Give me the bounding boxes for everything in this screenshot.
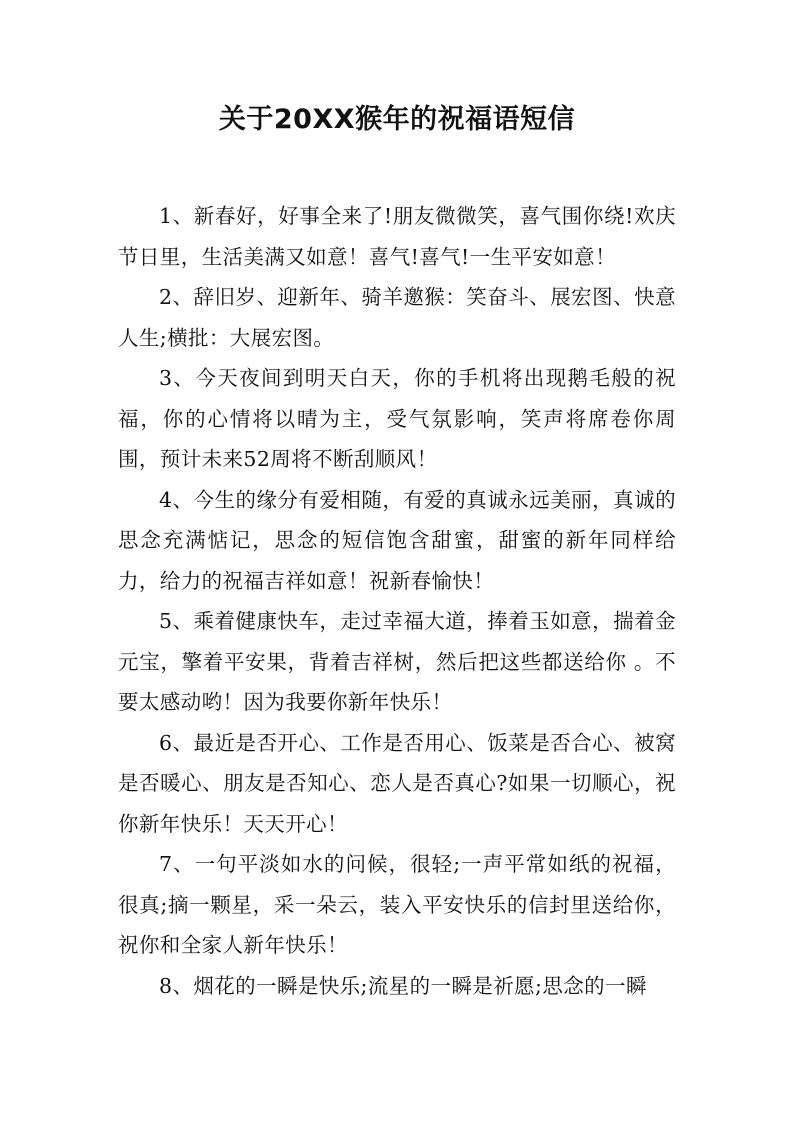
paragraph-2: 2、辞旧岁、迎新年、骑羊邀猴：笑奋斗、展宏图、快意人生;横批：大展宏图。 xyxy=(118,285,676,350)
paragraph-3: 3、今天夜间到明天白天，你的手机将出现鹅毛般的祝福，你的心情将以晴为主，受气氛影响，笑声将席卷你周围，预计未来52周将不断刮顺风！ xyxy=(118,366,676,471)
paragraph-4: 4、今生的缘分有爱相随，有爱的真诚永远美丽，真诚的思念充满惦记，思念的短信饱含甜蜜，甜蜜的新年同样给力，给力的祝福吉祥如意！祝新春愉快！ xyxy=(118,487,676,593)
paragraph-5: 5、乘着健康快车，走过幸福大道，捧着玉如意，揣着金元宝，擎着平安果，背着吉祥树，然后把这些都送给你 。不要太感动哟！因为我要你新年快乐！ xyxy=(118,609,676,714)
paragraph-1: 1、新春好，好事全来了!朋友微微笑，喜气围你绕!欢庆节日里，生活美满又如意！喜气!喜气!一生平安如意！ xyxy=(118,204,676,269)
paragraph-6: 6、最近是否开心、工作是否用心、饭菜是否合心、被窝是否暖心、朋友是否知心、恋人是否真心?如果一切顺心，祝你新年快乐！天天开心！ xyxy=(118,730,676,836)
document-title: 关于20XX猴年的祝福语短信 xyxy=(218,104,576,135)
paragraph-8: 8、烟花的一瞬是快乐;流星的一瞬是祈愿;思念的一瞬 xyxy=(159,973,647,998)
paragraph-7: 7、一句平淡如水的问候，很轻;一声平常如纸的祝福，很真;摘一颗星，采一朵云，装入平安快乐的信封里送给你，祝你和全家人新年快乐！ xyxy=(118,852,676,957)
document-body xyxy=(118,196,676,1006)
